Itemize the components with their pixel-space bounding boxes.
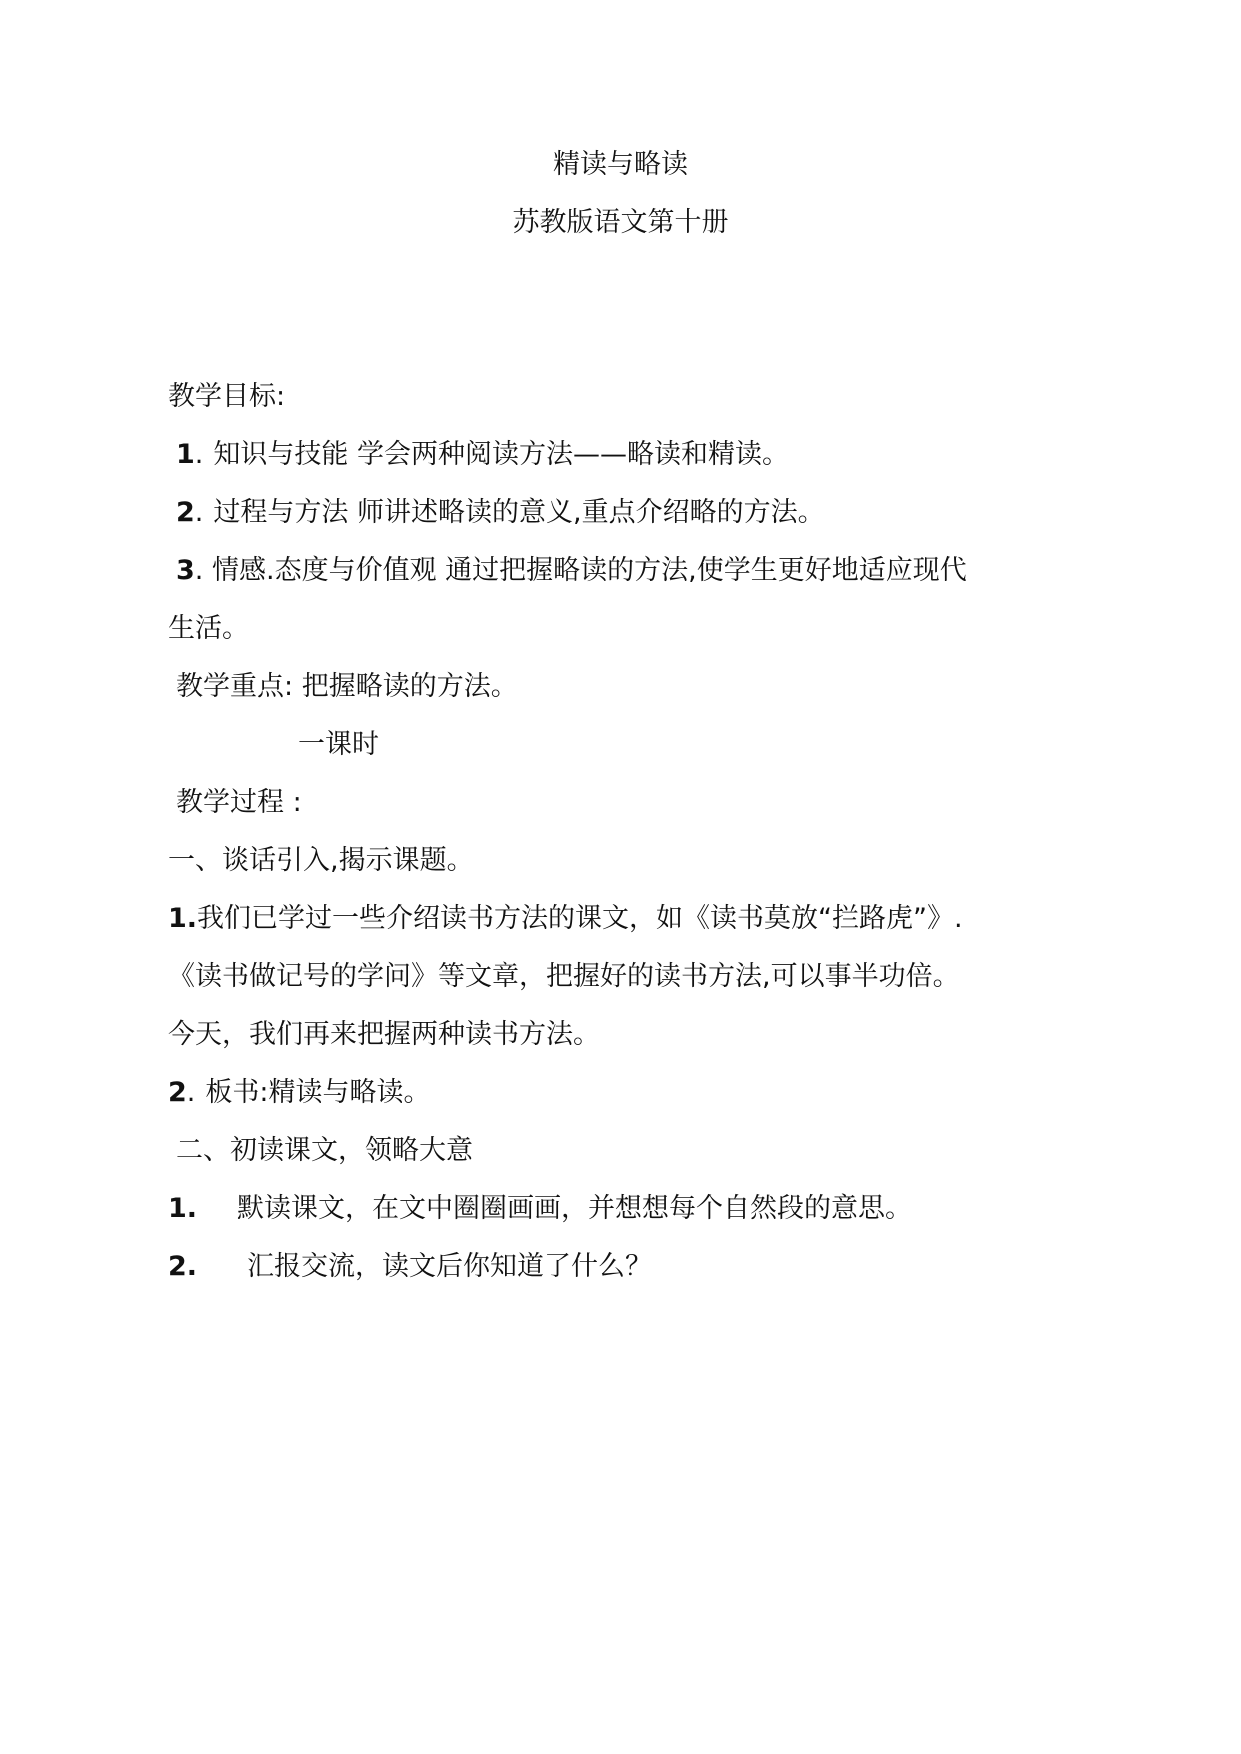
objective-num: 3 (176, 555, 195, 586)
lesson-count: 一课时 (298, 729, 379, 760)
objective-label: 情感.态度与价值观 (211, 555, 437, 586)
section-1-item-2 (168, 1076, 431, 1110)
section-1-item-1-line-2: 《读书做记号的学问》等文章，把握好的读书方法,可以事半功倍。 (168, 961, 960, 992)
objective-3-continuation: 生活。 (168, 613, 249, 644)
objective-dot: . (194, 555, 204, 586)
section-1-title: 一、谈话引入,揭示课题。 (168, 845, 474, 876)
key-point-label: 教学重点: (176, 671, 294, 702)
section-2-item-1 (168, 1192, 912, 1226)
item-num: 2. (168, 1251, 198, 1282)
item-dot: . (186, 1077, 196, 1108)
key-point-text: 把握略读的方法。 (301, 671, 518, 702)
item-text: 汇报交流，读文后你知道了什么？ (247, 1251, 653, 1282)
objective-label: 过程与方法 (213, 497, 349, 528)
objective-text: 师讲述略读的意义,重点介绍略的方法。 (356, 497, 825, 528)
objective-num: 1 (176, 439, 195, 470)
objectives-heading: 教学目标: (168, 381, 286, 412)
item-text: 我们已学过一些介绍读书方法的课文，如《读书莫放“拦路虎”》. (197, 903, 963, 934)
objective-item-1 (176, 438, 789, 472)
objective-text: 学会两种阅读方法——略读和精读。 (356, 439, 789, 470)
objective-text: 通过把握略读的方法,使学生更好地适应现代 (445, 555, 967, 586)
objective-item-3 (176, 554, 967, 588)
key-point (176, 670, 518, 704)
objective-item-2 (176, 496, 825, 530)
objective-dot: . (194, 497, 204, 528)
process-heading: 教学过程 : (176, 787, 302, 818)
objective-label: 知识与技能 (213, 439, 349, 470)
document-title: 精读与略读 (553, 149, 688, 180)
objective-num: 2 (176, 497, 195, 528)
objective-dot: . (194, 439, 204, 470)
item-text: 默读课文，在文中圈圈画画，并想想每个自然段的意思。 (237, 1193, 913, 1224)
item-text: 板书:精读与略读。 (205, 1077, 431, 1108)
item-num: 1. (168, 1193, 198, 1224)
section-2-title: 二、初读课文，领略大意 (176, 1135, 473, 1166)
section-2-item-2 (168, 1250, 652, 1284)
item-num: 2 (168, 1077, 187, 1108)
section-1-item-1-line-3: 今天，我们再来把握两种读书方法。 (168, 1019, 600, 1050)
document-subtitle: 苏教版语文第十册 (512, 207, 729, 238)
section-1-item-1 (168, 902, 963, 936)
item-num: 1. (168, 903, 198, 934)
